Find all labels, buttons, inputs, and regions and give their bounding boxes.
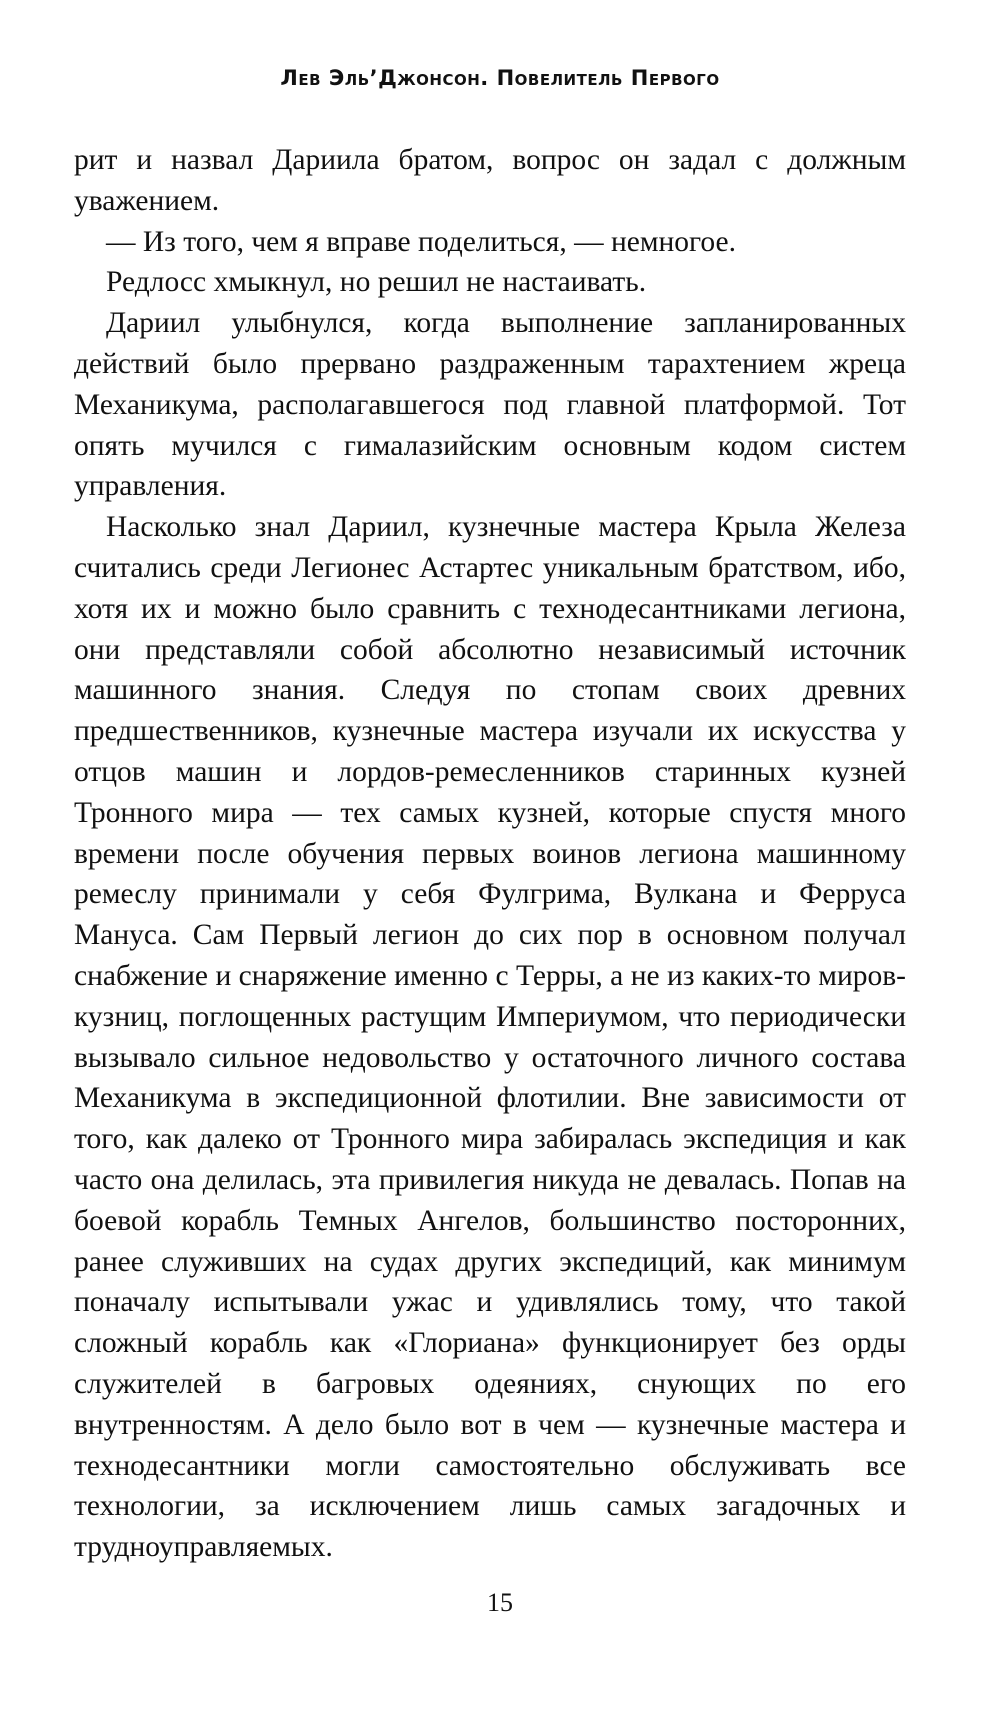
paragraph-redloss: Редлосс хмыкнул, но решил не настаивать. — [106, 266, 647, 299]
paragraph-dariil-smile: Дариил улыбнулся, когда выполнение запланированных действий было прервано раздраженным тарахтением жреца Механикума, располагавшегося под главной платформой. Тот опять мучился с гималазийским основным кодом систем управления. — [74, 307, 906, 503]
paragraph-dialogue: — Из того, чем я вправе поделиться, — немногое. — [106, 225, 736, 258]
body-text — [74, 140, 906, 1568]
page-number: 15 — [487, 1588, 513, 1617]
running-header: Лев Эль’Джонсон. Повелитель Первого — [280, 66, 720, 90]
paragraph-forge-masters: Насколько знал Дариил, кузнечные мастера Крыла Железа считались среди Легионес Астартес уникальным братством, ибо, хотя их и можно было сравнить с технодесантниками легиона, они представляли собой абсолютно независимый источник машинного знания. Следуя по стопам своих древних предшественников, кузнечные мастера изучали их искусства у отцов машин и лордов-ремесленников старинных кузней Тронного мира — тех самых кузней, которые спустя много времени после обучения первых воинов легиона машинному ремеслу принимали у себя Фулгрима, Вулкана и Ферруса Мануса. Сам Первый легион до сих пор в основном получал снабжение и снаряжение именно с Терры, а не из каких-то миров-кузниц, поглощенных растущим Империумом, что периодически вызывало сильное недовольство у остаточного личного состава Механикума в экспедиционной флотилии. Вне зависимости от того, как далеко от Тронного мира забиралась экспедиция и как часто она делилась, эта привилегия никуда не девалась. Попав на боевой корабль Темных Ангелов, большинство посторонних, ранее служивших на судах других экспедиций, как минимум поначалу испытывали ужас и удивлялись тому, что такой сложный корабль как «Глориана» функционирует без орды служителей в багровых одеяниях, снующих по его внутренностям. А дело было вот в чем — кузнечные мастера и технодесантники могли самостоятельно обслуживать все технологии, за исключением лишь самых загадочных и трудноуправляемых. — [74, 511, 906, 1564]
paragraph-continuation: рит и назвал Дариила братом, вопрос он задал с должным уважением. — [74, 144, 906, 217]
